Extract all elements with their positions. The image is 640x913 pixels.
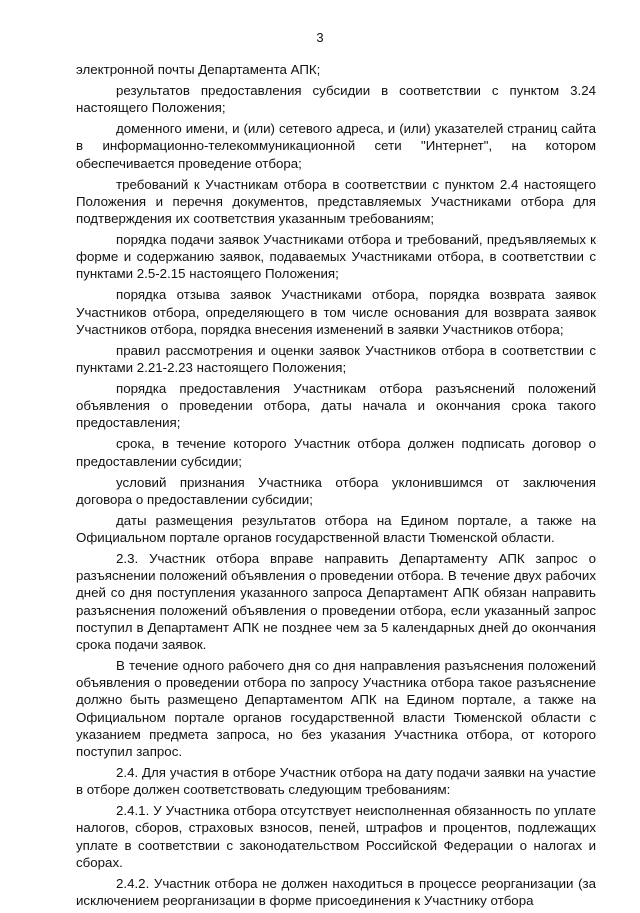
document-body [76,61,596,913]
paragraph: даты размещения результатов отбора на Едином портале, а также на Официальном портале органов государственной власти Тюменской области. [76,512,596,546]
paragraph: В течение одного рабочего дня со дня направления разъяснения положений объявления о проведении отбора по запросу Участника отбора такое разъяснение должно быть размещено Департаментом АПК на Едином портале, а также на Официальном портале органов государственной власти Тюменской области с указанием предмета запроса, но без указания Участника отбора, от которого поступил запрос. [76,658,596,760]
paragraph: порядка отзыва заявок Участниками отбора, порядка возврата заявок Участников отбора, определяющего в том числе основания для возврата заявок Участников отбора, порядка внесения изменений в заявки Участников отбора; [76,287,596,337]
paragraph: 2.4.2. Участник отбора не должен находиться в процессе реорганизации (за исключением реорганизации в форме присоединения к Участнику отбора [76,875,596,909]
paragraph: 2.4. Для участия в отборе Участник отбора на дату подачи заявки на участие в отборе должен соответствовать следующим требованиям: [76,765,596,798]
page-number: 3 [316,30,324,45]
paragraph: правил рассмотрения и оценки заявок Участников отбора в соответствии с пунктами 2.21-2.23 настоящего Положения; [76,342,596,376]
paragraph: результатов предоставления субсидии в соответствии с пунктом 3.24 настоящего Положения; [76,83,596,116]
paragraph: электронной почты Департамента АПК; [76,62,321,77]
paragraph: условий признания Участника отбора уклонившимся от заключения договора о предоставлении субсидии; [76,474,596,507]
paragraph: порядка подачи заявок Участниками отбора и требований, предъявляемых к форме и содержанию заявок, подаваемых Участниками отбора, в соответствии с пунктами 2.5-2.15 настоящего Положения; [76,232,596,282]
paragraph: требований к Участникам отбора в соответствии с пунктом 2.4 настоящего Положения и перечня документов, представляемых Участниками отбора для подтверждения их соответствия указанным требованиям; [76,176,596,227]
paragraph: доменного имени, и (или) сетевого адреса, и (или) указателей страниц сайта в информационно-телекоммуникационной сети "Интернет", на котором обеспечивается проведение отбора; [76,121,596,171]
paragraph: 2.3. Участник отбора вправе направить Департаменту АПК запрос о разъяснении положений объявления о проведении отбора. В течение двух рабочих дней со дня поступления указанного запроса Департамент АПК обязан направить разъяснения положений объявления о проведении отбора, если указанный запрос поступил в Департамент АПК не позднее чем за 5 календарных дней до окончания срока подачи заявок. [76,551,596,653]
paragraph: порядка предоставления Участникам отбора разъяснений положений объявления о проведении отбора, даты начала и окончания срока такого предоставления; [76,381,596,431]
paragraph: срока, в течение которого Участник отбора должен подписать договор о предоставлении субсидии; [76,436,596,469]
paragraph: 2.4.1. У Участника отбора отсутствует неисполненная обязанность по уплате налогов, сборов, страховых взносов, пеней, штрафов и процентов, подлежащих уплате в соответствии с законодательством Российской Федерации о налогах и сборах. [76,803,596,870]
